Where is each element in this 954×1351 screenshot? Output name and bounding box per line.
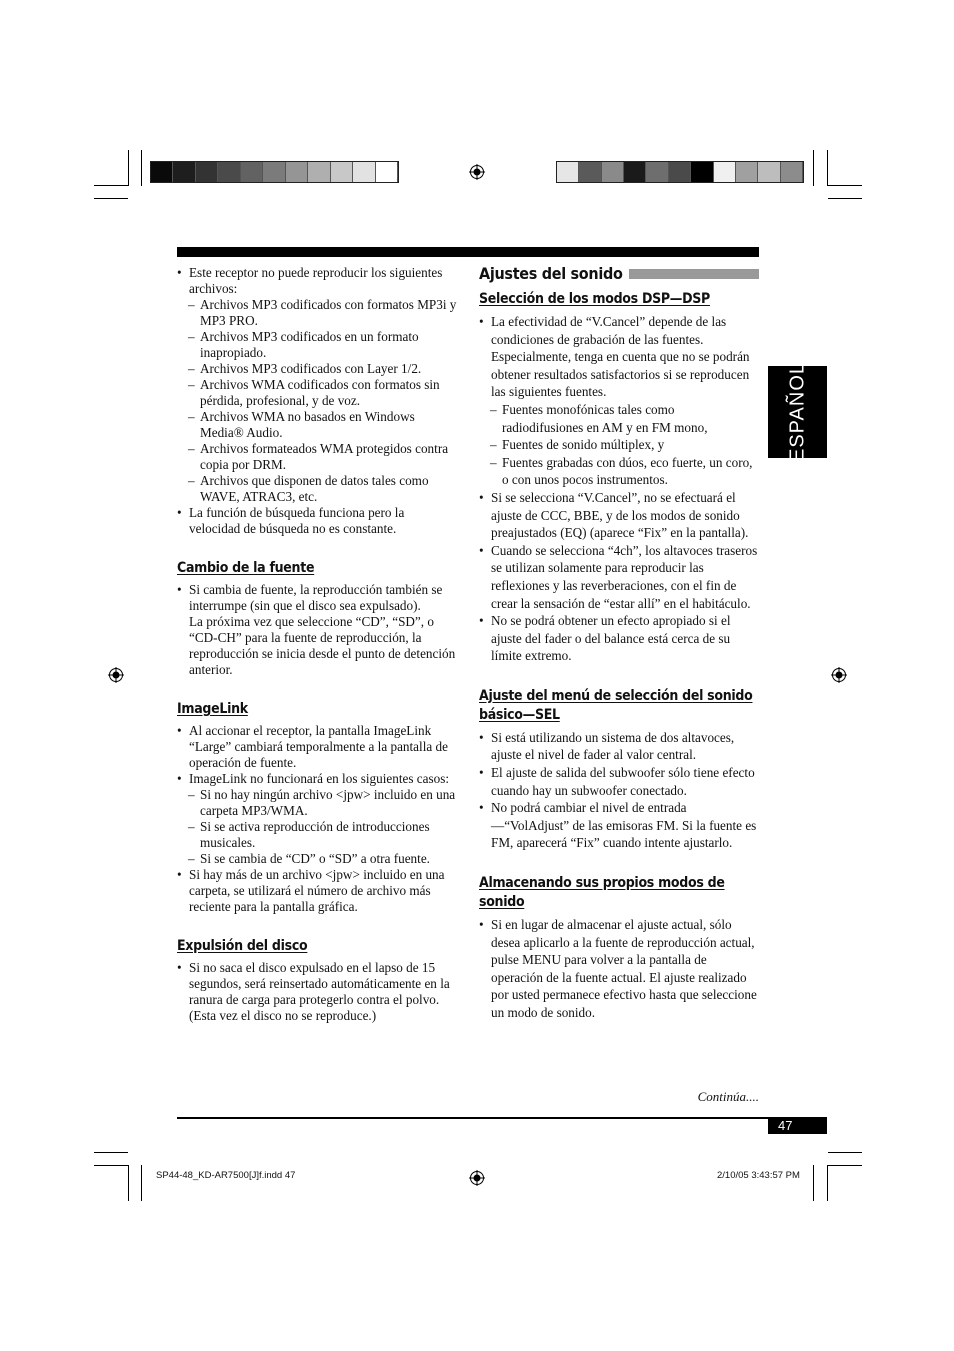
continued-note: Continúa.... — [697, 1089, 759, 1104]
color-swatch — [781, 162, 803, 182]
footer-timestamp: 2/10/05 3:43:57 PM — [717, 1170, 800, 1181]
crop-mark — [828, 1165, 862, 1166]
color-swatch — [173, 162, 195, 182]
crop-mark — [94, 1165, 128, 1166]
dash-item: – Fuentes grabadas con dúos, eco fuerte, un coro, o con unos pocos instrumentos. — [479, 454, 759, 489]
crop-mark — [141, 150, 142, 186]
color-swatch — [218, 162, 240, 182]
color-swatch — [286, 162, 308, 182]
dash-item: – Archivos MP3 codificados con Layer 1/2. — [177, 361, 457, 377]
subsection-title: Almacenando sus propios modos de sonido — [479, 875, 725, 911]
bullet-item: • Este receptor no puede reproducir los siguientes archivos: — [177, 265, 457, 297]
bullet-item: • Si está utilizando un sistema de dos altavoces, ajuste el nivel de fader al valor central. — [479, 729, 759, 764]
crop-mark — [94, 198, 128, 199]
right-column — [479, 264, 759, 1022]
crop-mark — [813, 150, 814, 186]
left-sections — [177, 559, 457, 1024]
color-swatch — [579, 162, 601, 182]
bullet-item: • Cuando se selecciona “4ch”, los altavoces traseros se utilizan solamente para reproducir las reflexiones y las reverberaciones, con el fin de crear la sensación de “estar allí” en el habitáculo. — [479, 542, 759, 612]
dash-item: – Archivos MP3 codificados con formatos MP3i y MP3 PRO. — [177, 297, 457, 329]
footer-file-info: SP44-48_KD-AR7500[J]f.indd 47 — [156, 1170, 296, 1181]
bullet-item: • ImageLink no funcionará en los siguientes casos: — [177, 771, 457, 787]
crop-mark — [813, 1165, 814, 1201]
subsection-title: Cambio de la fuente — [177, 560, 315, 576]
bullet-item: • Si en lugar de almacenar el ajuste actual, sólo desea aplicarlo a la fuente de reproducción actual, pulse MENU para volver a la pantalla de operación de la fuente actual. El ajuste realizado por usted permanece efectivo hasta que seleccione un modo de sonido. — [479, 916, 759, 1022]
page-number: 47 — [768, 1118, 827, 1134]
color-swatch — [241, 162, 263, 182]
dash-item: – Fuentes monofónicas tales como radiodifusiones en AM y en FM mono, — [479, 401, 759, 436]
color-swatch — [331, 162, 353, 182]
dash-item: – Si se cambia de “CD” o “SD” a otra fuente. — [177, 851, 457, 867]
subsection-title: Selección de los modos DSP—DSP — [479, 291, 710, 307]
dash-item: – Archivos formateados WMA protegidos contra copia por DRM. — [177, 441, 457, 473]
color-swatch — [646, 162, 668, 182]
crop-mark — [141, 1165, 142, 1201]
crop-mark — [94, 1152, 128, 1153]
color-swatch — [376, 162, 398, 182]
color-swatch — [669, 162, 691, 182]
subsection-title: Ajuste del menú de selección del sonido básico—SEL — [479, 687, 753, 723]
bullet-continuation: La próxima vez que seleccione “CD”, “SD”, o “CD-CH” para la fuente de reproducción, la reproducción se inicia desde el punto de detención anterior. — [189, 614, 456, 677]
color-swatch — [602, 162, 624, 182]
bullet-item: • La función de búsqueda funciona pero la velocidad de búsqueda no es constante. — [177, 505, 457, 537]
crop-mark — [827, 150, 828, 186]
crop-mark — [94, 185, 128, 186]
bullet-item: • Si se selecciona “V.Cancel”, no se efectuará el ajuste de CCC, BBE, y de los modos de sonido preajustados (EQ) (aparece “Fix” en la pantalla). — [479, 489, 759, 542]
bullet-item: • No podrá cambiar el nivel de entrada—“VolAdjust” de las emisoras FM. Si la fuente es FM, aparecerá “Fix” cuando intente ajustarlo. — [479, 799, 759, 852]
dash-item: – Si no hay ningún archivo <jpw> incluido en una carpeta MP3/WMA. — [177, 787, 457, 819]
crop-mark — [828, 198, 862, 199]
crop-mark — [827, 1165, 828, 1201]
color-swatch — [714, 162, 736, 182]
color-swatch — [691, 162, 713, 182]
bullet-item: • Si hay más de un archivo <jpw> incluido en una carpeta, se utilizará el número de archivo más reciente para la pantalla gráfica. — [177, 867, 457, 915]
color-swatch — [557, 162, 579, 182]
color-calibration-strip-right — [556, 161, 804, 183]
intro-list — [177, 265, 457, 537]
dash-item: – Archivos que disponen de datos tales como WAVE, ATRAC3, etc. — [177, 473, 457, 505]
dash-item: – Si se activa reproducción de introducciones musicales. — [177, 819, 457, 851]
bullet-item: • La efectividad de “V.Cancel” depende de las condiciones de grabación de las fuentes. Especialmente, tenga en cuenta que no se podrán obtener resultados satisfactorios si se reproducen las siguientes fuentes. — [479, 313, 759, 401]
color-swatch — [196, 162, 218, 182]
footer-rule — [177, 1117, 827, 1119]
crop-mark — [128, 150, 129, 186]
section-heading — [479, 264, 759, 284]
dash-item: – Archivos WMA no basados en Windows Media® Audio. — [177, 409, 457, 441]
color-swatch — [353, 162, 375, 182]
language-tab — [768, 362, 827, 462]
bullet-list — [479, 916, 759, 1022]
registration-target-icon — [108, 667, 124, 683]
bullet-list — [177, 960, 457, 1024]
color-swatch — [151, 162, 173, 182]
color-swatch — [624, 162, 646, 182]
color-calibration-strip-left — [150, 161, 399, 183]
registration-target-icon — [831, 667, 847, 683]
bullet-item: • Si cambia de fuente, la reproducción también se interrumpe (sin que el disco sea expulsado). — [177, 582, 457, 614]
language-tab-label: ESPAÑOL — [786, 362, 808, 462]
bullet-list — [479, 313, 759, 665]
bullet-list — [177, 582, 457, 678]
crop-mark — [128, 1165, 129, 1201]
dash-item: – Fuentes de sonido múltiplex, y — [479, 436, 759, 454]
bullet-item: • No se podrá obtener un efecto apropiado si el ajuste del fader o del balance está cerca de su límite extremo. — [479, 612, 759, 665]
color-swatch — [758, 162, 780, 182]
dash-item: – Archivos WMA codificados con formatos sin pérdida, profesional, y de voz. — [177, 377, 457, 409]
registration-target-icon — [469, 1170, 485, 1186]
color-swatch — [263, 162, 285, 182]
crop-mark — [828, 185, 862, 186]
bullet-list — [479, 729, 759, 852]
bullet-item: • El ajuste de salida del subwoofer sólo tiene efecto cuando hay un subwoofer conectado. — [479, 764, 759, 799]
header-rule — [177, 247, 759, 257]
bullet-item: • Al accionar el receptor, la pantalla ImageLink “Large” cambiará temporalmente a la pantalla de operación de fuente. — [177, 723, 457, 771]
subsection-title: Expulsión del disco — [177, 938, 308, 954]
left-column — [177, 265, 457, 1024]
dash-item: – Archivos MP3 codificados en un formato inapropiado. — [177, 329, 457, 361]
registration-target-icon — [469, 164, 485, 180]
heading-bar — [629, 269, 759, 279]
right-sections — [479, 290, 759, 1022]
color-swatch — [308, 162, 330, 182]
crop-mark — [828, 1152, 862, 1153]
color-swatch — [736, 162, 758, 182]
section-heading-text: Ajustes del sonido — [479, 264, 623, 283]
bullet-item: • Si no saca el disco expulsado en el lapso de 15 segundos, será reinsertado automáticamente en la ranura de carga para protegerlo contra el polvo. (Esta vez el disco no se reproduce.) — [177, 960, 457, 1024]
bullet-list — [177, 723, 457, 915]
subsection-title: ImageLink — [177, 701, 248, 717]
